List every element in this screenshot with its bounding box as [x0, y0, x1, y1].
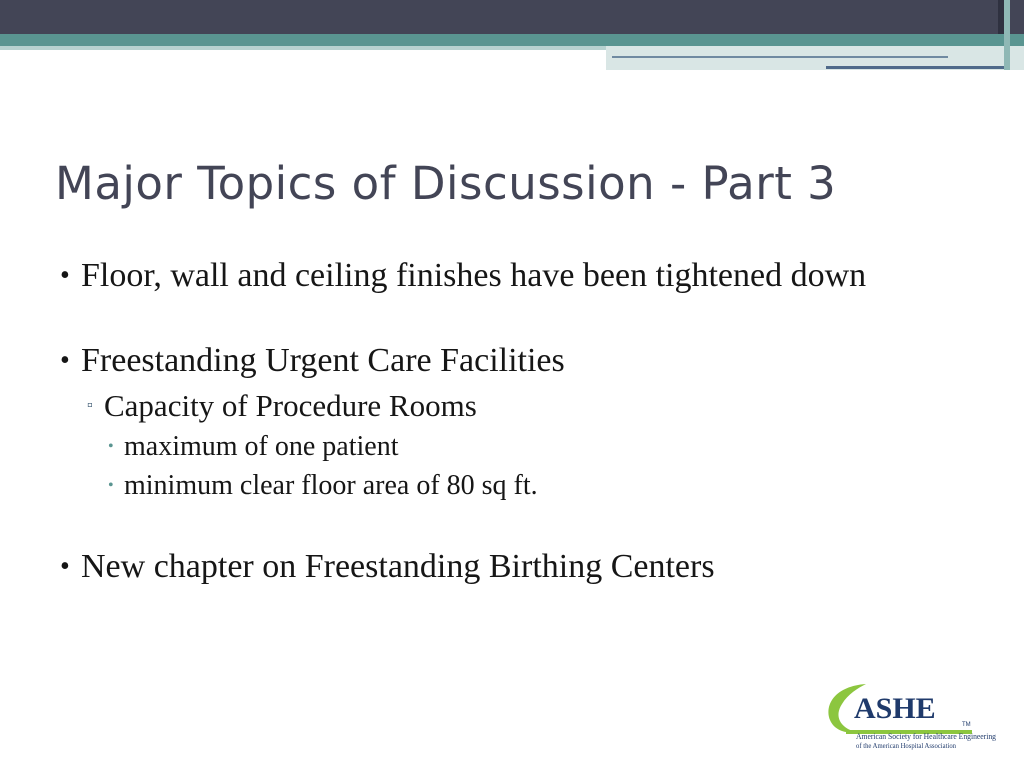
bullet-marker: •	[60, 260, 70, 291]
slide-title: Major Topics of Discussion - Part 3	[55, 157, 837, 210]
header-accent-line-short	[826, 66, 1004, 69]
sub-sub-bullet-marker: •	[108, 438, 114, 455]
bullet-item	[60, 340, 960, 381]
header-bar-teal	[0, 34, 1024, 46]
ashe-logo	[822, 676, 1002, 756]
sub-sub-bullet-text: maximum of one patient	[124, 431, 399, 462]
sub-sub-bullet-item	[60, 469, 960, 502]
logo-trademark: TM	[962, 722, 971, 728]
bullet-text: New chapter on Freestanding Birthing Centers	[81, 548, 715, 585]
bullet-text: Floor, wall and ceiling finishes have been tightened down	[81, 257, 867, 294]
sub-sub-bullet-text: minimum clear floor area of 80 sq ft.	[124, 470, 538, 501]
sub-sub-bullet-marker: •	[108, 477, 114, 494]
sub-bullet-marker: ▫	[87, 397, 93, 414]
header-accent-line	[612, 56, 948, 58]
header-vertical-bar-teal	[1004, 0, 1010, 70]
logo-caption-line-1: American Society for Healthcare Engineering	[856, 732, 996, 741]
sub-sub-bullet-item	[60, 430, 960, 463]
bullet-marker: •	[60, 551, 70, 582]
header-bar-dark	[0, 0, 1024, 34]
logo-wordmark: ASHE	[854, 692, 936, 725]
bullet-text: Freestanding Urgent Care Facilities	[81, 342, 565, 379]
logo-caption-line-2: of the American Hospital Association	[856, 742, 957, 750]
bullet-item	[60, 255, 960, 296]
bullet-item	[60, 546, 960, 587]
sub-bullet-item	[60, 387, 960, 424]
bullet-list	[60, 255, 960, 587]
bullet-marker: •	[60, 345, 70, 376]
sub-bullet-text: Capacity of Procedure Rooms	[104, 388, 477, 423]
